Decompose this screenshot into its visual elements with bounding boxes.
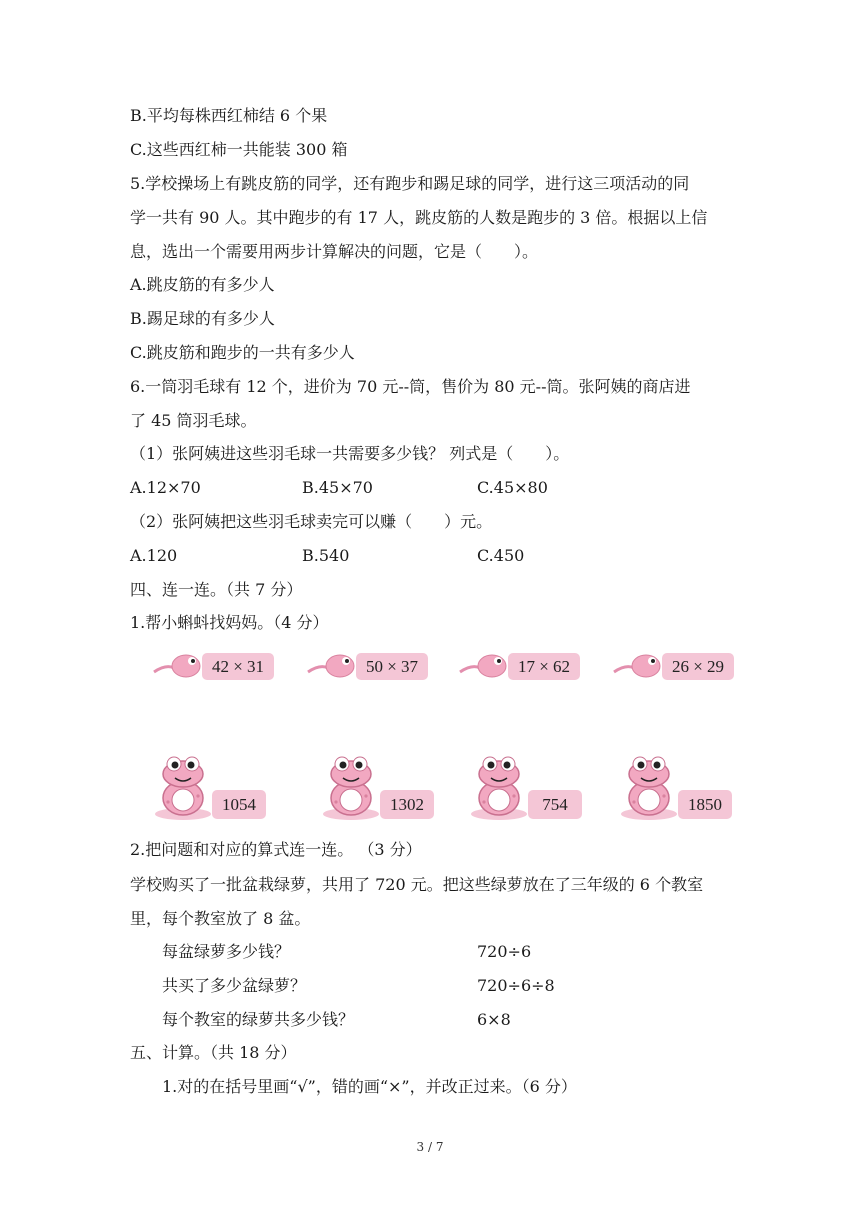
frog-icon: [318, 750, 388, 822]
frog-value: 1850: [678, 790, 732, 819]
tadpole-icon: [306, 644, 362, 688]
tadpole-card[interactable]: [306, 644, 466, 688]
tadpole-expression: 17 × 62: [508, 653, 580, 680]
question-5-line-3: 息，选出一个需要用两步计算解决的问题，它是（ ）。: [130, 242, 539, 261]
tadpole-icon: [152, 644, 208, 688]
question-4-2-text-1: 学校购买了一批盆栽绿萝，共用了 720 元。把这些绿萝放在了三年级的 6 个教室: [130, 875, 704, 894]
question-4-2-text-2: 里，每个教室放了 8 盆。: [130, 909, 311, 928]
tadpole-icon: [458, 644, 514, 688]
match-formula[interactable]: 720÷6: [477, 942, 532, 961]
question-5-option-b: B.踢足球的有多少人: [130, 309, 275, 328]
question-6-1: （1）张阿姨进这些羽毛球一共需要多少钱？ 列式是（ ）。: [130, 444, 570, 463]
option-b-tomato: B.平均每株西红柿结 6 个果: [130, 106, 328, 125]
frog-value: 1054: [212, 790, 266, 819]
tadpole-card[interactable]: [612, 644, 772, 688]
q6-2-option-b: B.540: [302, 546, 350, 565]
tadpole-expression: 50 × 37: [356, 653, 428, 680]
frog-card[interactable]: [318, 750, 448, 822]
question-5-line-2: 学一共有 90 人。其中跑步的有 17 人，跳皮筋的人数是跑步的 3 倍。根据以上信: [130, 208, 708, 227]
q6-2-option-a: A.120: [130, 546, 178, 565]
match-question[interactable]: 每盆绿萝多少钱？: [162, 942, 291, 961]
tadpole-expression: 42 × 31: [202, 653, 274, 680]
frog-card[interactable]: [616, 750, 746, 822]
question-5-1-title: 1.对的在括号里画“√”，错的画“×”，并改正过来。（6 分）: [162, 1077, 577, 1096]
tadpole-card[interactable]: [458, 644, 618, 688]
frog-card[interactable]: [150, 750, 280, 822]
frog-card[interactable]: [466, 750, 596, 822]
q6-2-option-c: C.450: [477, 546, 525, 565]
q6-1-option-b: B.45×70: [302, 478, 373, 497]
match-question[interactable]: 每个教室的绿萝共多少钱？: [162, 1010, 355, 1029]
question-6-line-2: 了 45 筒羽毛球。: [130, 411, 257, 430]
question-4-2-title: 2.把问题和对应的算式连一连。 （3 分）: [130, 840, 422, 859]
match-formula[interactable]: 720÷6÷8: [477, 976, 555, 995]
question-4-1-title: 1.帮小蝌蚪找妈妈。（4 分）: [130, 613, 329, 632]
page-number: 3 / 7: [416, 1140, 444, 1154]
q6-1-option-c: C.45×80: [477, 478, 548, 497]
option-c-tomato: C.这些西红柿一共能装 300 箱: [130, 140, 348, 159]
q6-1-option-a: A.12×70: [130, 478, 201, 497]
match-question[interactable]: 共买了多少盆绿萝？: [162, 976, 307, 995]
question-6-line-1: 6.一筒羽毛球有 12 个，进价为 70 元--筒，售价为 80 元--筒。张阿姨的商店进: [130, 377, 691, 396]
question-5-option-c: C.跳皮筋和跑步的一共有多少人: [130, 343, 355, 362]
tadpole-expression: 26 × 29: [662, 653, 734, 680]
frog-icon: [616, 750, 686, 822]
section-4-title: 四、连一连。（共 7 分）: [130, 580, 303, 599]
frog-icon: [466, 750, 536, 822]
tadpole-icon: [612, 644, 668, 688]
frog-icon: [150, 750, 220, 822]
question-5-option-a: A.跳皮筋的有多少人: [130, 275, 275, 294]
question-6-2: （2）张阿姨把这些羽毛球卖完可以赚（ ）元。: [130, 512, 493, 531]
question-5-line-1: 5.学校操场上有跳皮筋的同学，还有跑步和踢足球的同学，进行这三项活动的同: [130, 174, 690, 193]
section-5-title: 五、计算。（共 18 分）: [130, 1043, 297, 1062]
frog-value: 1302: [380, 790, 434, 819]
tadpole-card[interactable]: [152, 644, 312, 688]
match-formula[interactable]: 6×8: [477, 1010, 511, 1029]
frog-value: 754: [528, 790, 582, 819]
